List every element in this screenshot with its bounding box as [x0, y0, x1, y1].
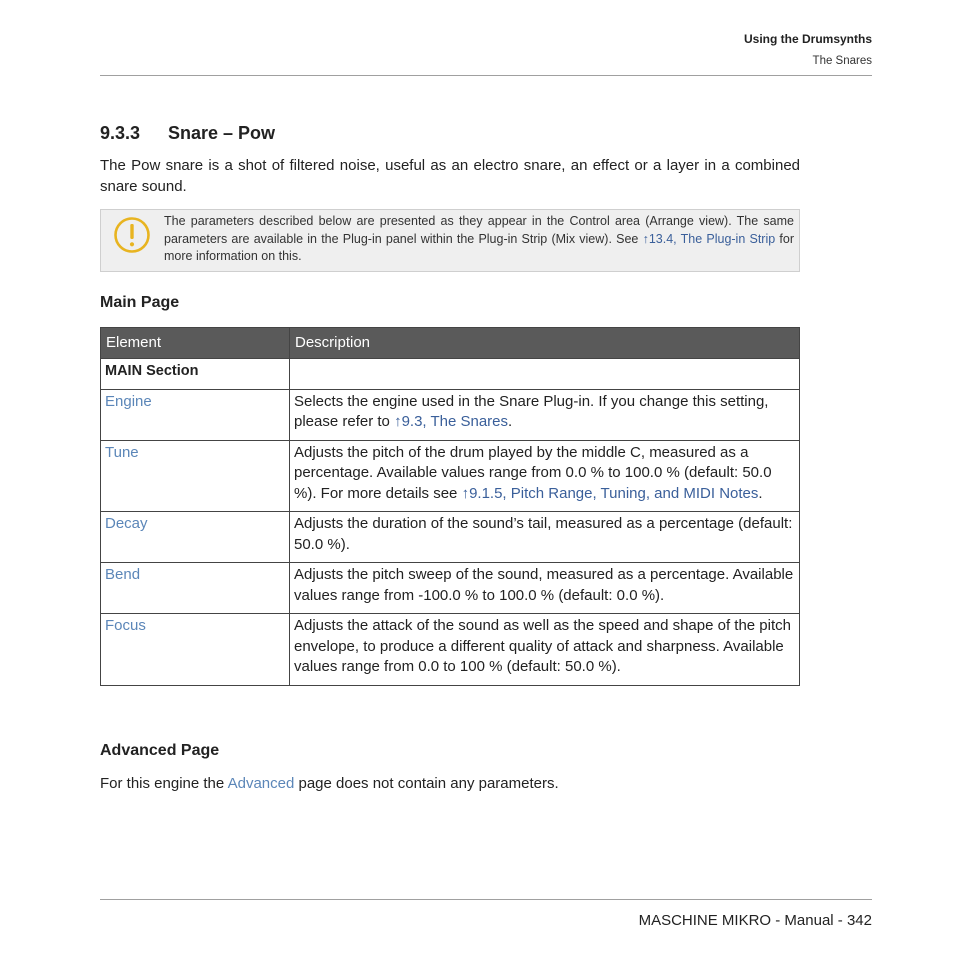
exclamation-icon [113, 216, 151, 254]
table-row [101, 512, 800, 563]
table-row-section [101, 359, 800, 390]
section-heading-title: Snare – Pow [168, 123, 276, 143]
table-row [101, 563, 800, 614]
description-bend: Adjusts the pitch sweep of the sound, measured as a percentage. Available values range from -100.0 % to 100.0 % (default: 0.0 %). [290, 563, 800, 614]
desc-text: Selects the engine used in the Snare Plug-in. If you change this setting, please refer to [294, 392, 769, 430]
element-focus: Focus [101, 614, 290, 686]
advanced-term: Advanced [227, 775, 295, 792]
description-focus: Adjusts the attack of the sound as well as the speed and shape of the pitch envelope, to produce a different quality of attack and sharpness. Available values range from 0.0 to 100 % (default: 50.0 %). [290, 614, 800, 686]
desc-text: Adjusts the pitch of the drum played by the middle C, measured as a percentage. Available values range from 0.0 % to 100.0 % (default: 50.0 %). For more details see [294, 443, 772, 502]
section-empty-cell [290, 359, 800, 390]
advanced-page-heading: Advanced Page [100, 742, 220, 759]
intro-paragraph: The Pow snare is a shot of filtered noise, useful as an electro snare, an effect or a layer in a combined snare sound. [100, 157, 800, 195]
element-tune: Tune [101, 440, 290, 512]
note-text [164, 213, 794, 266]
header-rule [100, 75, 872, 76]
description-tune [290, 440, 800, 512]
element-decay: Decay [101, 512, 290, 563]
description-engine [290, 389, 800, 440]
note-text-before: The parameters described below are presented as they appear in the Control area (Arrange view). The same parameters are available in the Plug-in panel within the Plug-in Strip (Mix view). See [164, 214, 794, 246]
page-header [744, 30, 872, 70]
desc-text-after: . [508, 413, 513, 430]
element-bend: Bend [101, 563, 290, 614]
note-box [100, 209, 800, 272]
chapter-title: Using the Drumsynths [743, 32, 872, 46]
desc-text-after: . [758, 484, 763, 502]
table-row [101, 614, 800, 686]
element-engine: Engine [101, 389, 290, 440]
section-number: 9.3.3 [100, 123, 141, 143]
description-decay: Adjusts the duration of the sound’s tail, measured as a percentage (default: 50.0 %). [290, 512, 800, 563]
section-heading [100, 123, 275, 144]
adv-text-after: page does not contain any parameters. [294, 775, 559, 792]
footer-rule [100, 899, 872, 900]
link-pitch-range[interactable]: ↑9.1.5, Pitch Range, Tuning, and MIDI Notes [461, 484, 759, 502]
table-header-row [101, 328, 800, 359]
note-link-plugin-strip[interactable]: ↑13.4, The Plug-in Strip [642, 231, 776, 246]
adv-text-before: For this engine the [100, 775, 228, 792]
table-row [101, 389, 800, 440]
link-the-snares[interactable]: ↑9.3, The Snares [394, 413, 509, 430]
advanced-paragraph [100, 773, 800, 794]
main-page-heading: Main Page [100, 294, 180, 311]
page-footer: MASCHINE MIKRO - Manual - 342 [638, 912, 872, 929]
parameters-table [100, 327, 800, 686]
table-row [101, 440, 800, 512]
column-header-description: Description [290, 328, 800, 359]
section-title: The Snares [812, 55, 872, 67]
section-cell: MAIN Section [101, 359, 290, 390]
note-text-after: for more information on this. [164, 231, 794, 263]
column-header-element: Element [101, 328, 290, 359]
